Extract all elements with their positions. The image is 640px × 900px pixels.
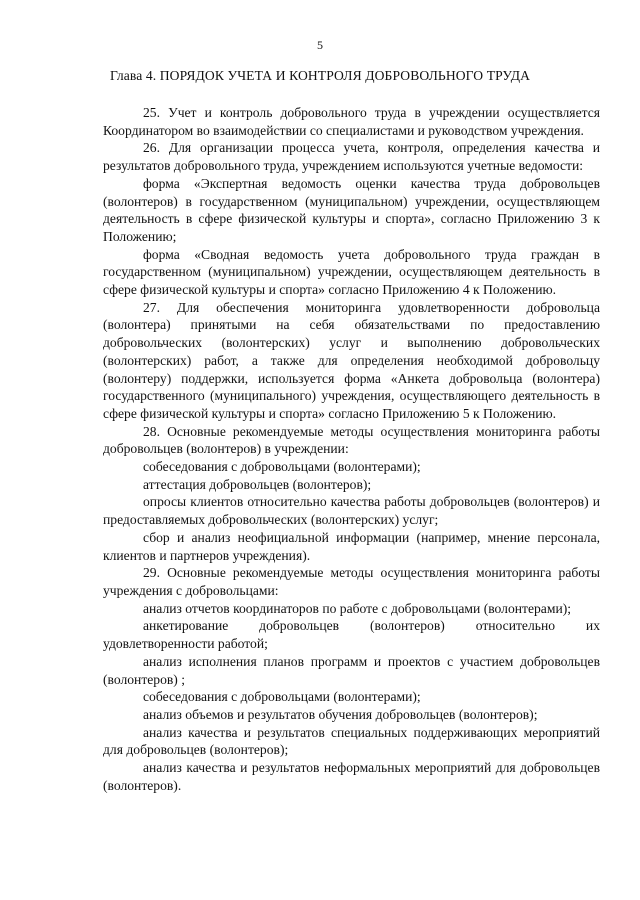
list-item-form-summary: форма «Сводная ведомость учета добровольного труда граждан в государственном (муниципальном) учреждении, осуществляющем деятельность в сфере физической культуры и спорта» согласно Приложению 4 к Положению. bbox=[103, 246, 600, 298]
list-item-informal-events: анализ качества и результатов неформальных мероприятий для добровольцев (волонтеров). bbox=[103, 760, 600, 793]
paragraph-26: 26. Для организации процесса учета, контроля, определения качества и результатов добровольного труда, учреждением используются учетные ведомости: bbox=[103, 140, 600, 174]
list-item-interviews-volunteers: собеседования с добровольцами (волонтерами); bbox=[143, 689, 421, 705]
paragraph-25: 25. Учет и контроль добровольного труда в учреждении осуществляется Координатором во взаимодействии со специалистами и руководством учреждения. bbox=[103, 105, 600, 138]
paragraph-27: 27. Для обеспечения мониторинга удовлетворенности добровольца (волонтера) принятыми на себя обязательствами по предоставлению добровольческих (волонтерских) услуг и выполнению добровольческих (волонтерских) работ, а также для определения необходимой добровольцу (волонтеру) поддержки, используется форма «Анкета добровольца (волонтера) государственного (муниципального) учреждения, осуществляющего деятельность в сфере физической культуры и спорта» согласно Приложению 5 к Положению. bbox=[103, 299, 600, 421]
paragraph-28: 28. Основные рекомендуемые методы осуществления мониторинга работы добровольцев (волонтеров) в учреждении: bbox=[103, 423, 600, 457]
list-item-support-events: анализ качества и результатов специальных поддерживающих мероприятий для добровольцев (волонтеров); bbox=[103, 724, 600, 758]
document-body bbox=[103, 104, 600, 794]
list-item-client-surveys: опросы клиентов относительно качества работы добровольцев (волонтеров) и предоставляемых добровольческих (волонтерских) услуг; bbox=[103, 494, 600, 528]
list-item-plans-execution: анализ исполнения планов программ и проектов с участием добровольцев (волонтеров) ; bbox=[103, 653, 600, 687]
paragraph-29: 29. Основные рекомендуемые методы осуществления мониторинга работы учреждения с добровольцами: bbox=[103, 565, 600, 598]
list-item-training-results: анализ объемов и результатов обучения добровольцев (волонтеров); bbox=[143, 706, 538, 722]
list-item-attestation: аттестация добровольцев (волонтеров); bbox=[143, 476, 372, 492]
list-item-coordinator-reports: анализ отчетов координаторов по работе с добровольцами (волонтерами); bbox=[143, 600, 572, 616]
list-item-form-expert: форма «Экспертная ведомость оценки качества труда добровольцев (волонтеров) в государственном (муниципальном) учреждении, осуществляющем деятельность в сфере физической культуры и спорта», согласно Приложению 3 к Положению; bbox=[103, 175, 600, 244]
list-item-interviews: собеседования с добровольцами (волонтерами); bbox=[143, 459, 421, 475]
list-item-questionnaire: анкетирование добровольцев (волонтеров) относительно их удовлетворенности работой; bbox=[103, 618, 600, 652]
chapter-title: Глава 4. ПОРЯДОК УЧЕТА И КОНТРОЛЯ ДОБРОВОЛЬНОГО ТРУДА bbox=[109, 68, 531, 83]
page-number: 5 bbox=[317, 38, 323, 52]
list-item-informal-info: сбор и анализ неофициальной информации (например, мнение персонала, клиентов и партнеров учреждения). bbox=[103, 529, 600, 563]
